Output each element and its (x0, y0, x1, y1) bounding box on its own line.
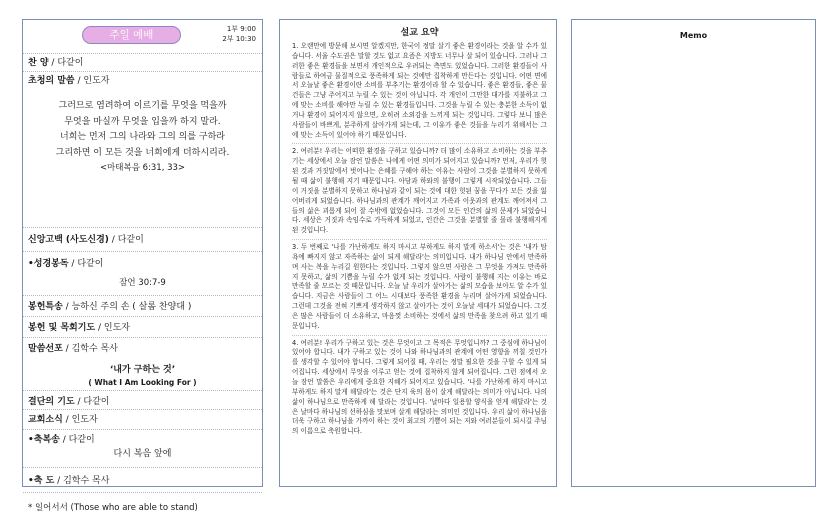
scripture-line: 무엇을 마실까 무엇을 입을까 하지 말라. (64, 116, 221, 127)
order-item-sermon: 말씀선포 / 김학수 목사 (28, 344, 118, 354)
order-label: 말씀선포 (28, 344, 63, 354)
memo-title: Memo (679, 31, 708, 40)
sermon-summary-panel (279, 19, 557, 487)
order-leader: 다같이 (117, 235, 144, 245)
order-leader: 김학수 목사 (71, 344, 118, 354)
order-leader: 다같이 (83, 397, 110, 407)
invitation-scripture (23, 89, 262, 228)
service-times (222, 24, 256, 44)
summary-paragraph-2: 2. 여러분! 우리는 어떠한 환경을 구하고 있습니까? 더 많이 소유하고 소비하는 것을 부추기는 세상에서 오늘 잠언 말씀은 나에게 어떤 의미가 되어지고 있습니까? 먼저, 우리가 헛된 것과 거짓말에서 벗어나는 은혜를 구해야 하는 이유는 사람이 그것을 분별하지 못하게 될 때 삶이 불행해 지기 때문입니다. 아담과 하와의 불행이 그렇게 시작되었습니다. 그들이 거짓을 분별하지 못하고 하나님과 같이 되는 것에 대한 헛된 꿈을 꾸다가 모든 것을 잃어버리게 되었습니다. 하나님과의 관계가 깨어지고 가족과 이웃과의 관계도 깨어져서 그들의 삶은 괴롭게 되어 잘 수밖에 없었습니다. 그것이 모든 인간의 삶의 문제가 되었습니다. 세상은 거짓과 속임수로 가득하게 되었고, 인간은 그것을 분별할 줄 몰라 불행해지게 된 것입니다. (292, 147, 547, 235)
scripture-line: 그리하면 이 모든 것을 너희에게 더하시리라. (55, 147, 230, 158)
order-leader: 다같이 (57, 58, 84, 68)
summary-divider (292, 335, 547, 336)
order-label: 봉헌 및 목회기도 (28, 323, 96, 333)
summary-divider (292, 143, 547, 144)
order-leader: 다같이 (77, 259, 104, 269)
service-name-badge: 주일 예배 (82, 26, 181, 44)
scripture-line: 그러므로 염려하여 이르기를 무엇을 먹을까 (58, 101, 227, 111)
summary-paragraph-4: 4. 여러분! 우리가 구하고 있는 것은 무엇이고 그 목적은 무엇입니까? 그 중심에 하나님이 있어야 합니다. 내가 구하고 있는 것이 나와 하나님과의 관계에 어떤 영향을 끼칠 것인가를 생각할 수 있어야 합니다. 그렇게 되어질 때, 우리는 정말 필요한 것을 구할 수 있게 되어집니다. 세상에서 무엇을 이루고 얻는 것에 집착하지 않게 되어집니다. 그런 점에서 오늘 잠언 말씀은 우리에게 중요한 지혜가 되어지고 있습니다. '나를 가난하게 하지 마시고 부하게도 하지 말게 해달라'는 것은 단지 육의 몸이 살게 해달라는 의미가 아닙니다. 나의 삶이 하나님으로 만족하게 해 달라는 것입니다. '날마다 일용할 양식을 얻게 해달라'는 것은 날마다 하나님의 선하심을 맛보며 살게 해달라는 의미인 것입니다. 우리 삶이 하나님을 더욱 구하고 하나님을 가까이 하는 것이 최고의 기쁨이 되는 저와 여러분들이 되시길 주님의 이름으로 축원합니다. (292, 338, 547, 436)
summary-title: 설교 요약 (400, 28, 439, 38)
order-leader: 인도자 (83, 76, 110, 86)
order-label: 초청의 말씀 (28, 76, 75, 86)
order-leader: 인도자 (103, 323, 131, 333)
order-leader: 김학수 목사 (63, 476, 110, 486)
service-time-2: 2부 10:30 (222, 35, 256, 43)
sermon-subtitle: ( What I Am Looking For ) (88, 378, 197, 387)
order-label: •축 도 (28, 476, 55, 486)
order-detail: 능하신 주의 손 ( 살롬 찬양대 ) (71, 302, 192, 312)
service-header (23, 20, 262, 54)
order-label: •축복송 (28, 435, 60, 445)
summary-paragraph-1: 1. 오랜만에 방문해 보시면 알겠지만, 한국이 정말 살기 좋은 환경이라는 것을 알 수가 있습니다. 서울 수도권은 말할 것도 없고 요즘은 지방도 너무나 살 되어 있습니다. 그러나 그러한 좋은 환경들을 보면서 개인적으로 우려되는 측면도 있었습니다. 그러한 환경들이 사람들로 하여금 물질적으로 풍족하게 되는 것에만 집착하게 만든다는 것입니다. 어떤 면에서 오늘날 좋은 환경이란 소비를 부추기는 환경이라 할 수 있습니다. 좋은 환경들, 좋은 물건들은 그냥 주어지고 누릴 수 있는 것이 아닙니다. 각 개인이 그만한 대가를 지불하고 그에 맞는 소비를 해야만 누릴 수 있는 환경들입니다. 그것을 누릴 수 있는 충분한 소득이 없거나 환경이 되어지지 않으면, 오히려 소외감을 느끼게 되는 것입니다. 그렇다 보니 많은 사람들이 바쁘게, 분주하게 살아가게 되는데, 그 이유가 좋은 것들을 누리기 위해서는 그에 맞는 소득이 있어야 하기 때문입니다. (292, 42, 547, 139)
order-item-creed: 신앙고백 (사도신경) / 다같이 (23, 228, 262, 252)
order-label: 봉헌특송 (28, 302, 63, 312)
order-label: 교회소식 (28, 415, 63, 425)
order-leader: 인도자 (71, 415, 98, 425)
summary-paragraph-3: 3. 두 번째로 '나를 가난하게도 하지 마시고 부하게도 하지 말게 하소서'는 것은 '내가 탐욕에 빠지지 않고 자족하는 삶이 되게 해달라'는 의미입니다. 내가 하나님 안에서 만족하며 사는 복을 누리길 원한다는 것입니다. 그렇지 않으면 사람은 그 무엇을 가져도 만족하지 못하고, 삶의 기쁨을 누릴 수가 없게 되는 것입니다. 사람이 불행해 지는 이유는 바로 만족할 줄 모르는 것 때문입니다. 오늘 날 우리가 살아가는 삶의 모습을 보아도 알 수가 있습니다. 지금은 사람들이 그 어느 시대보다 풍족한 환경을 누리며 살아가게 되었습니다. 그런데 그것을 전혀 기쁘게 생각하지 않고 살아가는 것이 오늘날 세대가 되었습니다. 그것은 많은 사람들이 더 소유하고, 마음껏 소비하는 것에서 삶의 만족을 찾으려 하고 있기 때문입니다. (292, 243, 547, 330)
order-item-offering-prayer: 봉헌 및 목회기도 / 인도자 (23, 317, 262, 338)
summary-divider (292, 239, 547, 240)
order-item-reading: •성경봉독 / 다같이 (28, 259, 104, 269)
sermon-title-block (23, 357, 262, 391)
order-label: 신앙고백 (사도신경) (28, 235, 109, 245)
doxology-song: 다시 복음 앞에 (23, 447, 262, 468)
order-item-doxology: •축복송 / 다같이 (28, 435, 95, 445)
stand-note: * 일어서서 (Those who are able to stand) (28, 503, 198, 513)
order-label: 결단의 기도 (28, 397, 75, 407)
order-item-hymn: 찬 양 / 다같이 (23, 54, 262, 72)
order-label: 찬 양 (28, 58, 49, 68)
order-label: •성경봉독 (28, 259, 69, 269)
scripture-reference: <마태복음 6:31, 33> (99, 163, 186, 173)
order-item-invitation: 초청의 말씀 / 인도자 (28, 76, 110, 86)
memo-panel[interactable] (571, 19, 816, 487)
order-item-closing-prayer: 결단의 기도 / 다같이 (23, 391, 262, 410)
scripture-line: 너희는 먼저 그의 나라와 그의 의를 구하라 (60, 132, 225, 142)
service-time-1: 1부 9:00 (226, 25, 256, 33)
order-item-announcements: 교회소식 / 인도자 (23, 410, 262, 430)
order-item-special-song: 봉헌특송 / 능하신 주의 손 ( 살롬 찬양대 ) (23, 296, 262, 317)
reading-reference: 잠언 30:7-9 (23, 276, 262, 296)
order-item-benediction: •축 도 / 김학수 목사 (23, 468, 262, 493)
sermon-title: ‘내가 구하는 것’ (109, 365, 176, 375)
order-leader: 다같이 (68, 435, 95, 445)
order-of-worship-panel (22, 19, 263, 513)
